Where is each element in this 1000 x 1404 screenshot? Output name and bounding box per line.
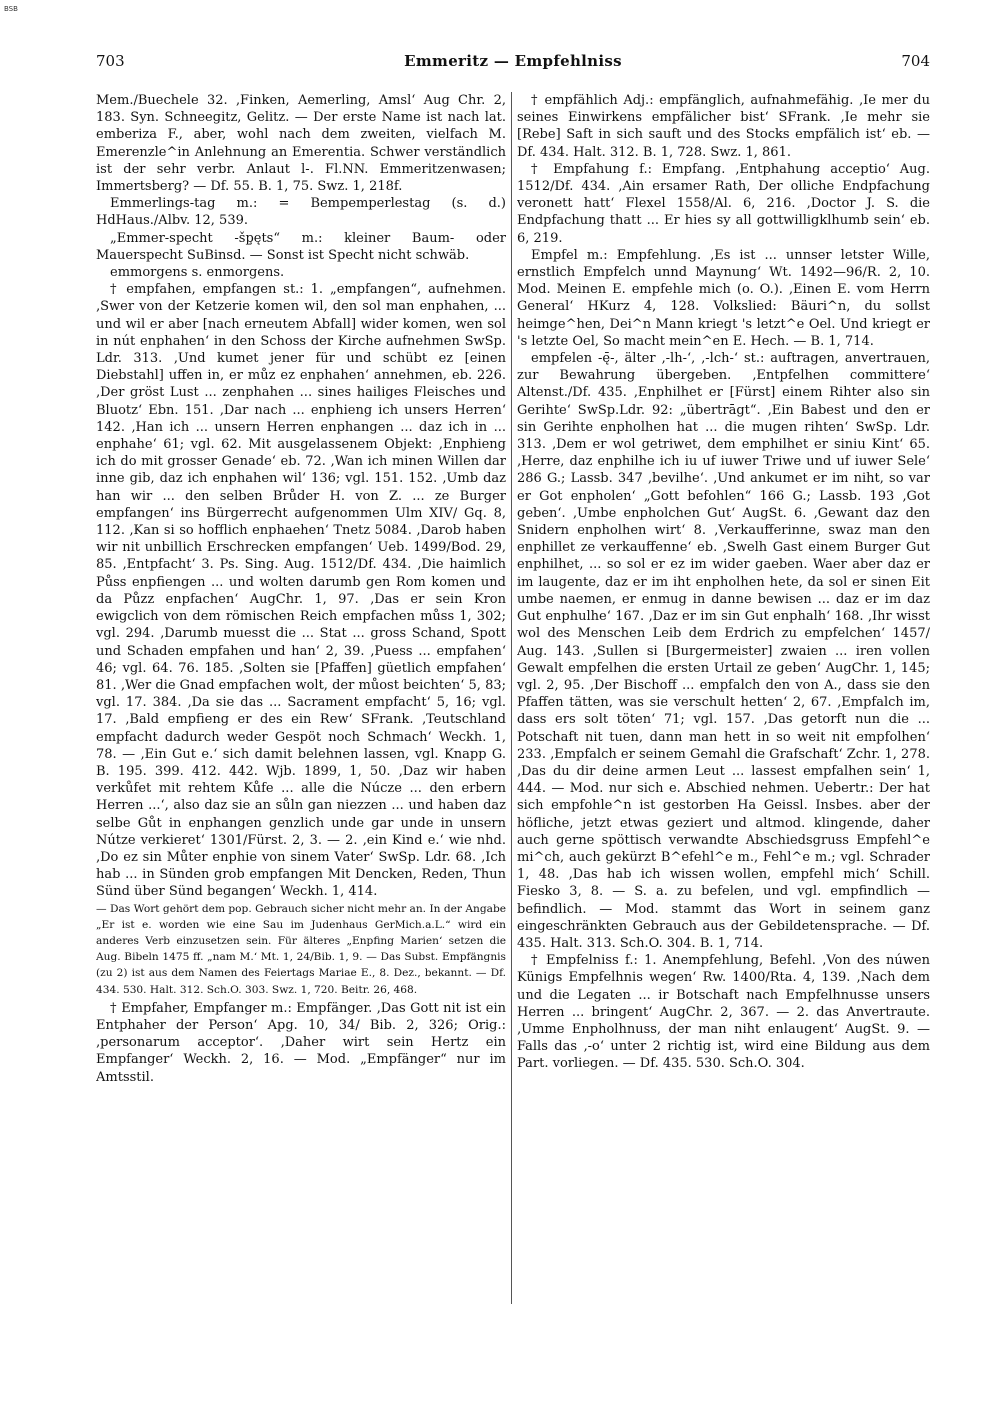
entry-empfelniss: † Empfelniss f.: 1. Anempfehlung, Befehl. ‚Von des núwen Künigs Empfelhnis wegen‘ Rw. 1400/Rta. 4, 139. ‚Nach dem und die Legaten ... ir Botschaft nach Empfelhnusse unsers Herren ... bringent‘ AugChr. 2, 367. — 2. das Anvertraute. ‚Umme Enpholhnuss, der man niht enlaugent‘ AugSt. 9. — Falls das ‚-o‘ unter 2 richtig ist, wird eine Bildung aus dem Part. vorliegen. — Df. 435. 530. Sch.O. 304.: [517, 953, 930, 1072]
entry-empfahen: † empfahen, empfangen st.: 1. „empfangen“, aufnehmen. ‚Swer von der Ketzerie komen wil, den sol man enphahen, ... und wil er aber [nach erneutem Abfall] wider komen, wen sol in nút enphahen‘ in den Schoss der Kirche aufnehmen SwSp. Ldr. 313. ‚Und kumet jener für und schübt ez [einen Diebstahl] uffen in, er můz ez enphahen‘ annehmen, eb. 226. ‚Der gröst Lust ... zenphahen ... sines hailiges Fleisches und Bluotz‘ Ebn. 151. ‚Dar nach ... enphieng ich unsers Herren‘ 142. ‚Han ich ... unsern Herren enphangen ... daz ich in ... enphahe‘ 61; vgl. 62. Mit ausgelassenem Objekt: ‚Enphieng ich do mit grosser Genade‘ eb. 72. ‚Wan ich minen Willen dar inne gib, daz ich enphahen wil‘ 136; vgl. 151. 152. ‚Umb daz han wir ... den selben Brůder H. von Z. ... ze Burger empfangen‘ ins Bürgerrecht aufgenommen Ulm XIV/ Gq. 8, 112. ‚Kan si so hofflich enphaehen‘ Tnetz 5084. ‚Darob haben wir nit unbillich Erschrecken empfangen‘ Ueb. 1499/Bod. 29, 85. ‚Entpfacht‘ 3. Ps. Sing. Aug. 1512/Df. 434. ‚Die haimlich Půss enpfiengen ... und wolten darumb gen Rom komen und da Půzz enpfachen‘ AugChr. 1, 97. ‚Das er sein Kron ewigclich von dem römischen Reich empfachen můss 1, 302; vgl. 294. ‚Darumb muesst die ... Stat ... gross Schand, Spott und Schaden empfahen und han‘ 2, 39. ‚Puess ... empfahen‘ 46; vgl. 64. 76. 185. ‚Solten sie [Pfaffen] güetlich empfahen‘ 81. ‚Wer die Gnad empfachen wolt, der můost beichten‘ 5, 83; vgl. 17. 384. ‚Da sie das ... Sacrament empfacht‘ 5, 16; vgl. 17. ‚Bald empfieng er des ein Rew‘ SFrank. ‚Teutschland empfacht dadurch weder Gespöt noch Schmach‘ Weckh. 1, 78. — ‚Ein Gut e.‘ sich damit belehnen lassen, vgl. Knapp G. B. 195. 399. 412. 442. Wjb. 1899, 1, 50. ‚Daz wir haben verkůfet mit rehtem Kůfe ... alle die Núcze ... den erbern Herren ...‘, also daz sie an sůln gan niezzen ... und haben daz selbe Gůt in enphangen genzlich unde gar unde in unsern Nútze verkieret‘ 1301/Fürst. 2, 3. — 2. ‚ein Kind e.‘ wie nhd. ‚Do ez sin Můter enphie von sinem Vater‘ SwSp. Ldr. 68. ‚Ich hab ... in Sünden grob empfangen Mit Dencken, Reden, Thun Sünd über Sünd begangen‘ Weckh. 1, 414.: [96, 282, 506, 900]
page-number-right: 704: [901, 52, 930, 70]
entry-emmer-specht: „Emmer-specht -šp̧ęts“ m.: kleiner Baum- oder Mauerspecht SuBinsd. — Sonst ist Specht nicht schwäb.: [96, 230, 506, 263]
running-title: Emmeritz — Empfehlniss: [404, 52, 622, 70]
entry-empfaher: † Empfaher, Empfanger m.: Empfänger. ‚Das Gott nit ist ein Entphaher der Person‘ Apg. 10, 34/ Bib. 2, 326; Orig.: ‚personarum acceptor‘. ‚Daher wirt sein Hertz ein Empfanger‘ Weckh. 2, 16. — Mod. „Empfänger“ nur im Amtsstil.: [96, 1000, 506, 1085]
entry-empfaehlich: † empfählich Adj.: empfänglich, aufnahmefähig. ‚Ie mer du seines Einwirkens empfälicher bist‘ SFrank. ‚Ie mehr sie [Rebe] Saft in sich sauft und des Stocks empfälich ist‘ eb. — Df. 434. Halt. 312. B. 1, 728. Swz. 1, 861.: [517, 93, 930, 160]
left-column: [96, 92, 506, 1304]
entry-emmeritz-continued: Mem./Buechele 32. ‚Finken, Aemerling, Amsl‘ Aug Chr. 2, 183. Syn. Schneegitz, Gelitz. — Der erste Name ist nach lat. emberiza F., aber, wohl nach dem zweiten, vielfach M. Emerenzle^in Anlehnung an Emerentia. Schwer verständlich ist der sehr verbr. Anlaut l-. Fl.NN. Emmeritzenwasen; Immertsberg? — Df. 55. B. 1, 75. Swz. 1, 218f.: [96, 93, 506, 195]
right-column: [517, 92, 930, 1304]
entry-empfahung: † Empfahung f.: Empfang. ‚Entphahung acceptio‘ Aug. 1512/Df. 434. ‚Ain ersamer Rath, Der olliche Endpfachung veronett hatt‘ Flexel 1558/Al. 6, 216. ‚Doctor J. S. die Endpfachung thatt ... Er hies sy all gottwilligklhumb sein‘ eb. 6, 219.: [517, 161, 930, 246]
entry-empfelen: empfelen -ę̄-, älter ‚-lh-‘, ‚-lch-‘ st.: auftragen, anvertrauen, zur Bewahrung übergeben. ‚Entpfelhen committere‘ Altenst./Df. 435. ‚Enphilhet er [Fürst] einem Rihter also sin Gerihte‘ SwSp.Ldr. 92: „übertrāgt“. ‚Ein Babest und den er sin Gerihte enpholhen hat ... die mugen rihten‘ SwSp. Ldr. 313. ‚Dem er wol getriwet, dem emphilhet er siniu Kint‘ 65. ‚Herre, daz enphilhe ich iu uf iuwer Triwe und uf iuwer Sele‘ 286 G.; Lassb. 347 ‚bevilhe‘. ‚Und ankumet er im niht, so var er Got enpholen‘ „Gott befohlen“ 166 G.; Lassb. 193 ‚Got geben‘. ‚Umbe enpholchen Gut‘ AugSt. 6. ‚Gewant daz den Snidern enpholhen wirt‘ 8. ‚Verkaufferinne, swaz man den enphillet ze verkauffenne‘ eb. ‚Swelh Gast einem Burger Gut enphilhet, ... so sol er ez im wider gaeben. Waer aber daz er im laugente, daz er im iht enpholhen hete, da sol er sinen Eit umbe naemen, er enmug in danne bewisen ... daz er im daz Gut enphulhe‘ 167. ‚Daz er im sin Gut enphalh‘ 168. ‚Ihr wisst wol des Menschen Leib dem Erdrich zu empfelchen‘ 1457/ Aug. 143. ‚Sullen si [Burgermeister] zwaien ... iren vollen Gewalt empfelhen die ersten Urtail ze geben‘ AugChr. 1, 145; vgl. 2, 95. ‚Der Bischoff ... empfalch den von A., dass sie den Pfaffen tätten, was sie verschult hetten‘ 2, 67. ‚Empfalch im, dass ers solt töten‘ 71; vgl. 157. ‚Das getorft nun die ... Potschaft nit tuen, dann man hett in so weit nit empfolhen‘ 233. ‚Empfalch er seinem Gemahl die Grafschaft‘ Zchr. 1, 278. ‚Das du dir deine armen Leut ... lassest empfalhen sein‘ 1, 444. — Mod. nur sich e. Abschied nehmen. Uebertr.: Der hat sich empfohle^n ist gestorben Ha Geissl. Insbes. aber der höfliche, jetzt etwas geziert und altmod. klingende, daher auch gerne spöttisch verwandte Abschiedsgruss Empfehl^e mi^ch, auch gekürzt B^efehl^e m., Fehl^e m.; vgl. Schrader 1, 48. ‚Das hab ich wissen wollen, empfehl mich‘ Schill. Fiesko 3, 8. — S. a. zu befelen, und vgl. empfindlich — befindlich. — Mod. stammt das Wort in seinem ganz eingeschränkten Gebrauch aus der Gebildetensprache. — Df. 435. Halt. 313. Sch.O. 304. B. 1, 714.: [517, 351, 930, 951]
entry-empfahen-note: — Das Wort gehört dem pop. Gebrauch sicher nicht mehr an. In der Angabe „Er ist e. worden wie eine Sau im Judenhaus GerMich.a.L.“ wird ein anderes Verb einzusetzen sein. Für älteres „Enpfing Marien‘ setzen die Aug. Bibeln 1475 ff. „nam M.‘ Mt. 1, 24/Bib. 1, 9. — Das Subst. Empfängnis (zu 2) ist aus dem Namen des Feiertags Mariae E., 8. Dez., bekannt. — Df. 434. 530. Halt. 312. Sch.O. 303. Swz. 1, 720. Beitr. 26, 468.: [96, 902, 506, 996]
page-number-left: 703: [96, 52, 125, 70]
entry-empfel: Empfel m.: Empfehlung. ‚Es ist ... unnser letster Wille, ernstlich Empfelch unnd Maynung‘ Wt. 1492—96/R. 2, 10. Mod. Meinen E. empfehle mich (o. O.). ‚Einen E. vom Herrn General‘ HKurz 4, 128. Volkslied: Bäuri^n, du sollst heimge^hen, Dei^n Mann kriegt 's letzt^e Oel. Und kriegt er 's letzte Oel, So macht mein^en E. Hech. — B. 1, 714.: [517, 247, 930, 349]
column-divider: [511, 92, 512, 1304]
watermark: BSB: [4, 5, 18, 13]
running-header: [96, 52, 930, 74]
entry-emmerlings-tag: Emmerlings-tag m.: = Bempemperlestag (s. d.) HdHaus./Albv. 12, 539.: [96, 196, 506, 229]
entry-emmorgens: emmorgens s. enmorgens.: [110, 265, 285, 281]
